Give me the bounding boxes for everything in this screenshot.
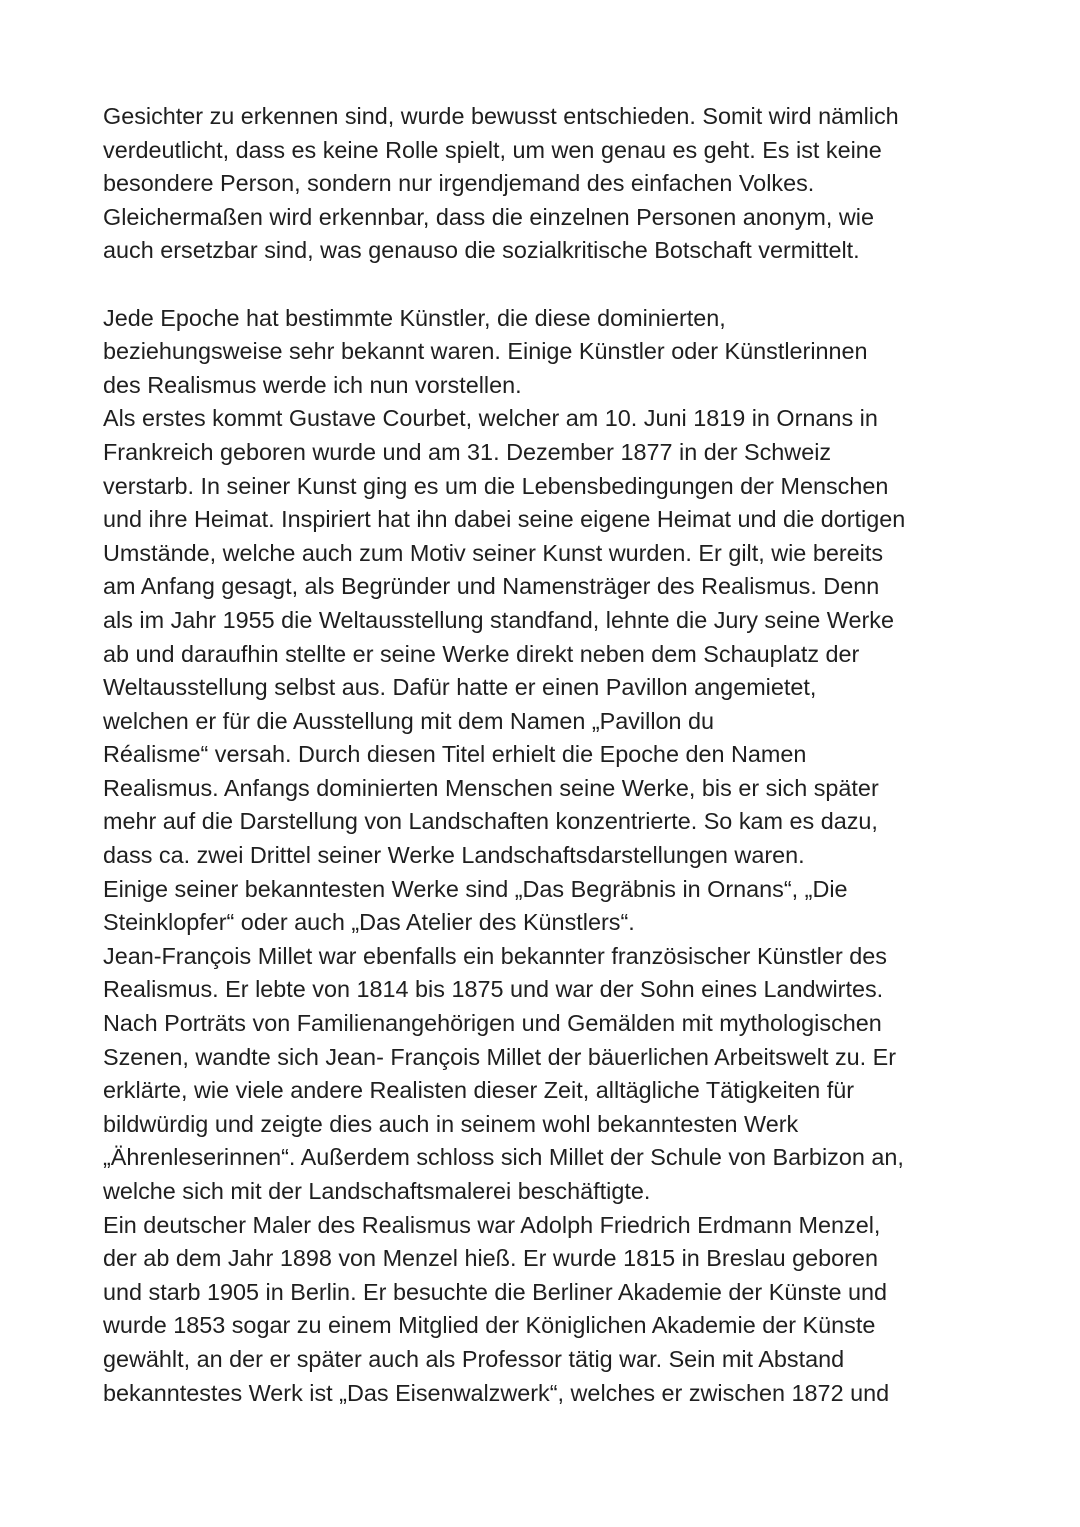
text-line: Weltausstellung selbst aus. Dafür hatte er einen Pavillon angemietet,	[103, 674, 817, 701]
text-line: gewählt, an der er später auch als Professor tätig war. Sein mit Abstand	[103, 1345, 845, 1372]
text-line: beziehungsweise sehr bekannt waren. Einige Künstler oder Künstlerinnen	[103, 338, 868, 365]
text-line: ab und daraufhin stellte er seine Werke direkt neben dem Schauplatz der	[103, 640, 860, 667]
text-line: und starb 1905 in Berlin. Er besuchte die Berliner Akademie der Künste und	[103, 1278, 888, 1305]
text-line: mehr auf die Darstellung von Landschaften konzentrierte. So kam es dazu,	[103, 808, 878, 835]
text-line: des Realismus werde ich nun vorstellen.	[103, 371, 522, 398]
text-line: Frankreich geboren wurde und am 31. Dezember 1877 in der Schweiz	[103, 438, 832, 465]
text-line: und ihre Heimat. Inspiriert hat ihn dabei seine eigene Heimat und die dortigen	[103, 506, 906, 533]
text-line: erklärte, wie viele andere Realisten dieser Zeit, alltägliche Tätigkeiten für	[103, 1077, 855, 1104]
text-line: Steinklopfer“ oder auch „Das Atelier des Künstlers“.	[103, 909, 635, 936]
text-line: bildwürdig und zeigte dies auch in seinem wohl bekanntesten Werk	[103, 1110, 799, 1137]
text-line: am Anfang gesagt, als Begründer und Namensträger des Realismus. Denn	[103, 573, 880, 600]
text-line: Gesichter zu erkennen sind, wurde bewusst entschieden. Somit wird nämlich	[103, 103, 899, 129]
text-line: Jean-François Millet war ebenfalls ein bekannter französischer Künstler des	[103, 942, 887, 969]
text-line: als im Jahr 1955 die Weltausstellung standfand, lehnte die Jury seine Werke	[103, 606, 894, 633]
text-line: Jede Epoche hat bestimmte Künstler, die diese dominierten,	[103, 304, 726, 331]
text-line: auch ersetzbar sind, was genauso die sozialkritische Botschaft vermittelt.	[103, 237, 860, 264]
paragraph-artists	[103, 302, 1033, 1411]
paragraph-anonymity	[103, 100, 1033, 268]
text-line: Szenen, wandte sich Jean- François Millet der bäuerlichen Arbeitswelt zu. Er	[103, 1043, 897, 1070]
text-line: wurde 1853 sogar zu einem Mitglied der Königlichen Akademie der Künste	[103, 1312, 876, 1339]
text-line: besondere Person, sondern nur irgendjemand des einfachen Volkes.	[103, 170, 815, 197]
text-line: welchen er für die Ausstellung mit dem Namen „Pavillon du	[103, 707, 715, 734]
text-line: Nach Porträts von Familienangehörigen und Gemälden mit mythologischen	[103, 1010, 882, 1037]
text-line: bekanntestes Werk ist „Das Eisenwalzwerk“, welches er zwischen 1872 und	[103, 1379, 890, 1406]
text-line: Umstände, welche auch zum Motiv seiner Kunst wurden. Er gilt, wie bereits	[103, 539, 884, 566]
text-line: Als erstes kommt Gustave Courbet, welcher am 10. Juni 1819 in Ornans in	[103, 405, 878, 432]
text-line: dass ca. zwei Drittel seiner Werke Landschaftsdarstellungen waren.	[103, 842, 805, 869]
text-line: Einige seiner bekanntesten Werke sind „Das Begräbnis in Ornans“, „Die	[103, 875, 848, 902]
text-line: Gleichermaßen wird erkennbar, dass die einzelnen Personen anonym, wie	[103, 203, 875, 230]
document-page	[103, 100, 1033, 1444]
text-line: welche sich mit der Landschaftsmalerei beschäftigte.	[103, 1178, 651, 1204]
text-line: Realismus. Er lebte von 1814 bis 1875 und war der Sohn eines Landwirtes.	[103, 976, 884, 1003]
text-line: verstarb. In seiner Kunst ging es um die Lebensbedingungen der Menschen	[103, 472, 889, 499]
text-line: Realismus. Anfangs dominierten Menschen seine Werke, bis er sich später	[103, 774, 879, 801]
text-line: verdeutlicht, dass es keine Rolle spielt, um wen genau es geht. Es ist keine	[103, 136, 882, 163]
text-line: der ab dem Jahr 1898 von Menzel hieß. Er wurde 1815 in Breslau geboren	[103, 1245, 878, 1272]
text-line: „Ährenleserinnen“. Außerdem schloss sich Millet der Schule von Barbizon an,	[103, 1144, 904, 1171]
text-line: Réalisme“ versah. Durch diesen Titel erhielt die Epoche den Namen	[103, 741, 807, 768]
text-line: Ein deutscher Maler des Realismus war Adolph Friedrich Erdmann Menzel,	[103, 1211, 881, 1238]
